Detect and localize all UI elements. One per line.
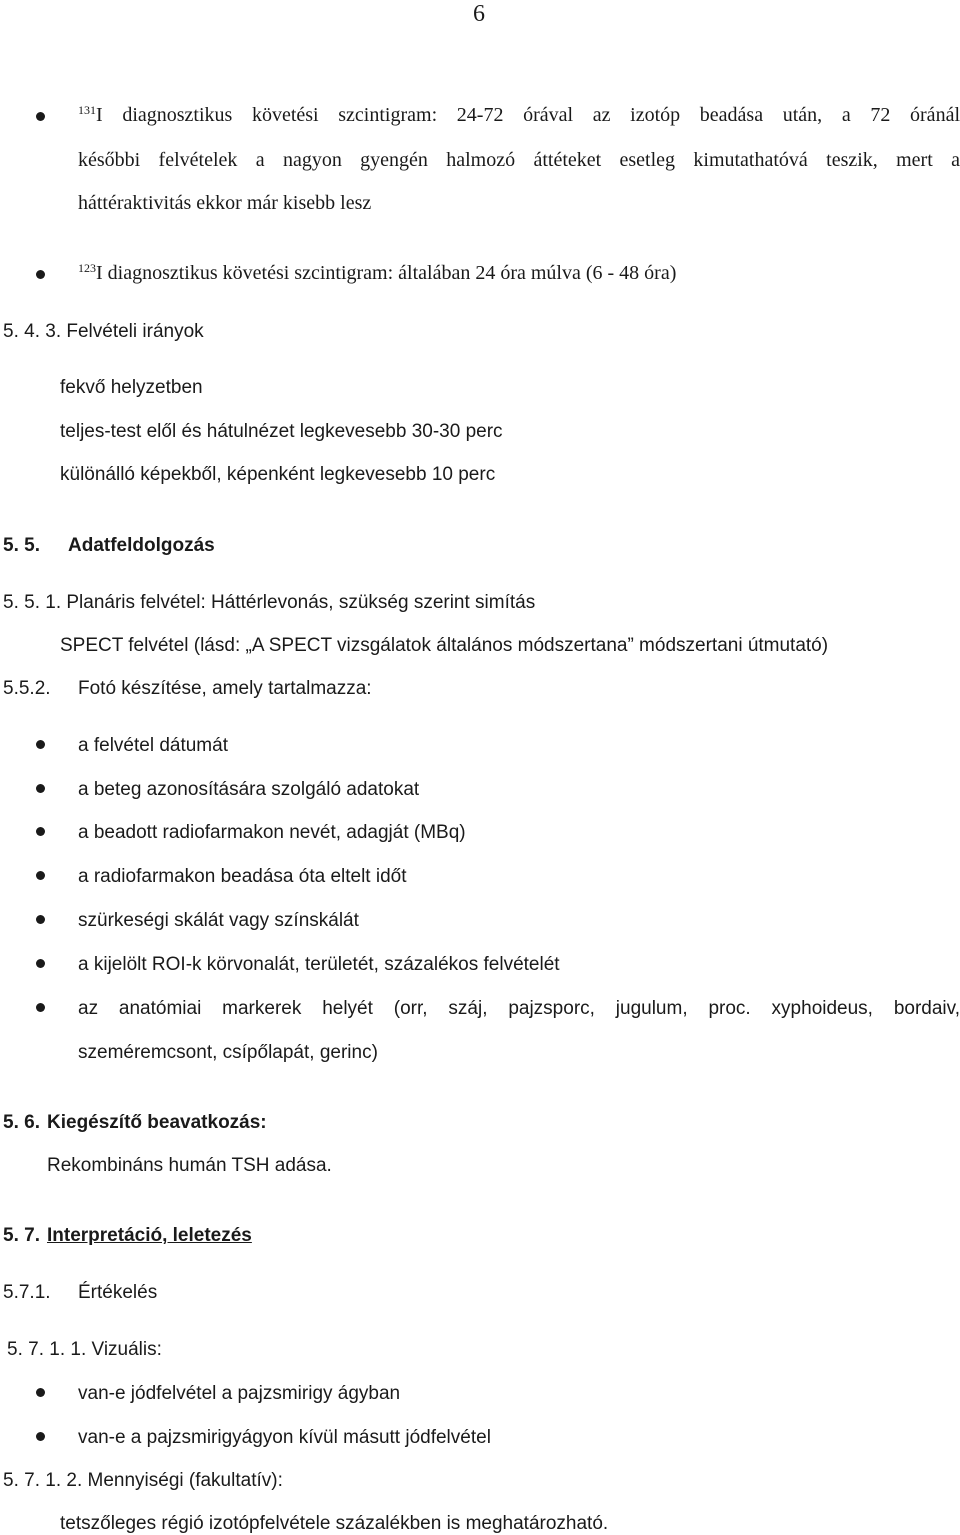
list-item-continuation: szeméremcsont, csípőlapát, gerinc) bbox=[78, 1042, 378, 1063]
isotope-superscript: 123 bbox=[78, 261, 96, 275]
section-title-56: Kiegészítő beavatkozás: bbox=[47, 1112, 267, 1133]
isotope-superscript: 131 bbox=[78, 103, 96, 117]
subsection-552: Fotó készítése, amely tartalmazza: bbox=[78, 678, 372, 699]
text-line: különálló képekből, képenként legkevesebb 10 perc bbox=[60, 464, 496, 485]
section-heading-543: 5. 4. 3. Felvételi irányok bbox=[3, 321, 204, 342]
list-item: a felvétel dátumát bbox=[78, 735, 228, 756]
list-item: a radiofarmakon beadása óta eltelt időt bbox=[78, 866, 407, 887]
list-item: van-e a pajzsmirigyágyon kívül másutt jódfelvétel bbox=[78, 1427, 491, 1448]
list-item: szürkeségi skálát vagy színskálát bbox=[78, 910, 359, 931]
subsection-5711: 5. 7. 1. 1. Vizuális: bbox=[7, 1339, 162, 1360]
intro-bullet-131-line2: későbbi felvételek a nagyon gyengén halmozó áttéteket esetleg kimutathatóvá teszik, mert a bbox=[78, 149, 960, 171]
subsection-number-552: 5.5.2. bbox=[3, 678, 51, 699]
section-number-57: 5. 7. bbox=[3, 1225, 40, 1246]
bullet-dot bbox=[36, 915, 45, 924]
intro-bullet-131-line3: háttéraktivitás ekkor már kisebb lesz bbox=[78, 192, 372, 214]
text-line: fekvő helyzetben bbox=[60, 377, 203, 398]
bullet-dot bbox=[36, 112, 45, 121]
page-number: 6 bbox=[473, 1, 485, 27]
subsection-5712-text: tetszőleges régió izotópfelvétele százalékben is meghatározható. bbox=[60, 1513, 609, 1534]
section-title-55: Adatfeldolgozás bbox=[68, 535, 215, 556]
list-item: a beteg azonosítására szolgáló adatokat bbox=[78, 779, 420, 800]
intro-bullet-131-line1 bbox=[78, 104, 960, 125]
bullet-dot bbox=[36, 1388, 45, 1397]
list-item: van-e jódfelvétel a pajzsmirigy ágyban bbox=[78, 1383, 401, 1404]
intro-bullet-text: I diagnosztikus követési szcintigram: 24-72 órával az izotóp beadása után, a 72 óránál bbox=[96, 104, 960, 126]
section-number-56: 5. 6. bbox=[3, 1112, 40, 1133]
list-item: a beadott radiofarmakon nevét, adagját (MBq) bbox=[78, 822, 466, 843]
section-text-56: Rekombináns humán TSH adása. bbox=[47, 1155, 332, 1176]
list-item: az anatómiai markerek helyét (orr, száj, pajzsporc, jugulum, proc. xyphoideus, bordaiv, bbox=[78, 998, 960, 1019]
subsection-571: Értékelés bbox=[78, 1282, 158, 1303]
bullet-dot bbox=[36, 740, 45, 749]
bullet-dot bbox=[36, 1003, 45, 1012]
bullet-dot bbox=[36, 784, 45, 793]
intro-bullet-123 bbox=[78, 262, 676, 283]
section-title-57: Interpretáció, leletezés bbox=[47, 1225, 252, 1246]
subsection-5712: 5. 7. 1. 2. Mennyiségi (fakultatív): bbox=[3, 1470, 283, 1491]
bullet-dot bbox=[36, 270, 45, 279]
subsection-number-571: 5.7.1. bbox=[3, 1282, 51, 1303]
list-item: a kijelölt ROI-k körvonalát, területét, százalékos felvételét bbox=[78, 954, 560, 975]
subsection-551-spect: SPECT felvétel (lásd: „A SPECT vizsgálatok általános módszertana” módszertani útmutató) bbox=[60, 635, 829, 656]
intro-bullet-text: I diagnosztikus követési szcintigram: általában 24 óra múlva (6 - 48 óra) bbox=[96, 262, 677, 284]
subsection-551: 5. 5. 1. Planáris felvétel: Háttérlevonás, szükség szerint simítás bbox=[3, 592, 536, 613]
bullet-dot bbox=[36, 827, 45, 836]
bullet-dot bbox=[36, 871, 45, 880]
section-number-55: 5. 5. bbox=[3, 535, 40, 556]
bullet-dot bbox=[36, 1432, 45, 1441]
text-line: teljes-test elől és hátulnézet legkevesebb 30-30 perc bbox=[60, 421, 503, 442]
bullet-dot bbox=[36, 959, 45, 968]
